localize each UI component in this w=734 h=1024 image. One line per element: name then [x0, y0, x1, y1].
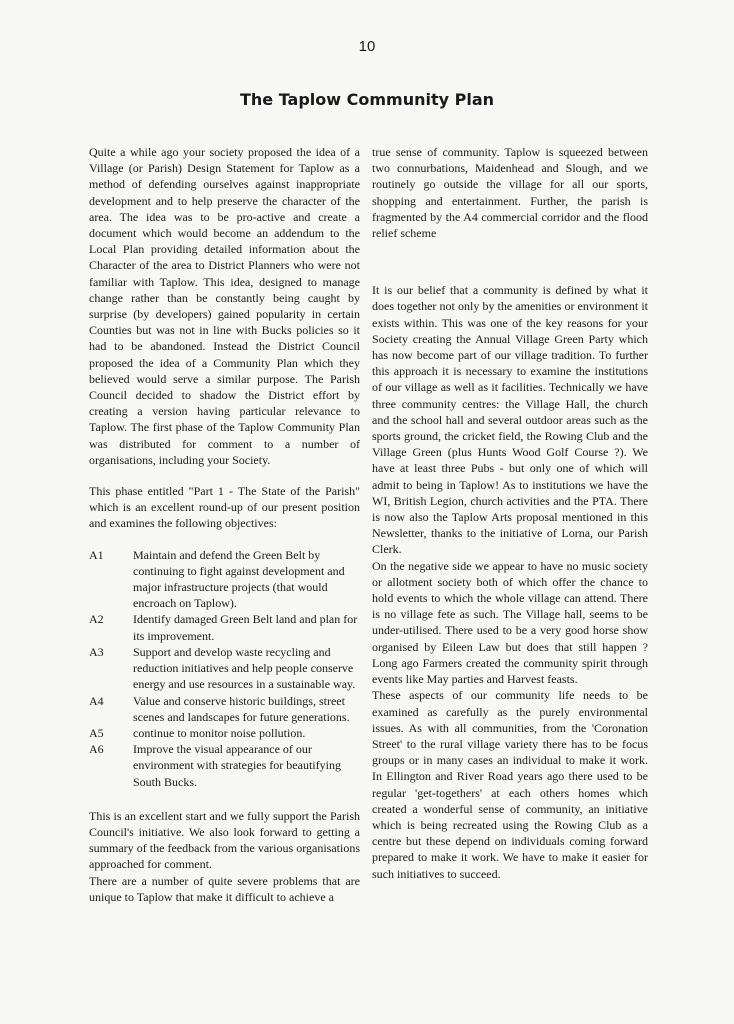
article-title: The Taplow Community Plan	[239, 90, 495, 109]
objective-item	[89, 725, 360, 741]
objective-text: continue to monitor noise pollution.	[133, 725, 306, 740]
left-paragraph-1: Quite a while ago your society proposed the idea of a Village (or Parish) Design Statement for Taplow as a method of defending ourselves against inappropriate development and to help preserve the character of the area. The idea was to be pro-active and create a document which would become an addendum to the Local Plan providing detailed information about the Character of the area to District Planners who were not familiar with Taplow. This idea, designed to manage change rather than be constantly being caught by surprise (by developers) gained popularity in certain Counties but was not in line with Bucks policies so it had to be abandoned. Instead the District Council proposed the idea of a Community Plan which they believed would serve a similar purpose. The Parish Council decided to shadow the District effort by creating a version having particular relevance to Taplow. The first phase of the Taplow Community Plan was distributed for comment to a number of organisations, including your Society.	[89, 145, 360, 467]
objective-text: Value and conserve historic buildings, street scenes and landscapes for future generations.	[133, 693, 350, 724]
objective-text: Maintain and defend the Green Belt by continuing to fight against development and major infrastructure projects (that would encroach on Taplow).	[133, 547, 345, 611]
objective-code: A2	[89, 612, 104, 627]
objective-code: A5	[89, 725, 104, 740]
right-paragraph-4: These aspects of our community life needs to be examined as carefully as the purely environmental issues. As with all communities, from the 'Coronation Street' to the rural village variety there has to be focus groups or in many cases an individual to make it work. In Ellington and River Road years ago there used to be regular 'get-togethers' at each others homes which created a wonderful sense of community, an initiative which is being recreated using the Rowing Club as a centre but these depend on individuals coming forward prepared to make it work. We have to make it easier for such initiatives to succeed.	[372, 688, 648, 881]
right-paragraph-2: It is our belief that a community is defined by what it does together not only by the amenities or environment it exists within. This was one of the key reasons for your Society creating the Annual Village Green Party which has now become part of our village tradition. To further this approach it is necessary to examine the institutions of our village as well as it facilities. Technically we have three community centres: the Village Hall, the church and the school hall and several outdoor areas such as the sports ground, the cricket field, the Rowing Club and the Village Green (plus Hunts Wood Golf Course ?). We have at least three Pubs - but only one of which will admit to being in Taplow! As to institutions we have the WI, British Legion, church activities and the PTA. There is now also the Taplow Arts proposal mentioned in this Newsletter, thanks to the initiative of Lorna, our Parish Clerk.	[372, 283, 648, 557]
right-column	[372, 144, 648, 882]
objective-code: A3	[89, 644, 104, 659]
left-paragraph-2: This phase entitled "Part 1 - The State of the Parish" which is an excellent round-up of our present position and examines the following objectives:	[89, 484, 360, 531]
page-number: 10	[358, 38, 376, 55]
right-paragraph-3: On the negative side we appear to have no music society or allotment society both of which offer the chance to hold events to which the whole village can attend. There is no village fete as such. The Village hall, seems to be under-utilised. There used to be a very good horse show organised by Eileen Law but does that still happen ? Long ago Farmers created the community spirit through events like May parties and Harvest feasts.	[372, 558, 648, 687]
left-paragraph-3: This is an excellent start and we fully support the Parish Council's initiative. We also look forward to getting a summary of the feedback from the various organisations approached for comment.	[89, 808, 360, 872]
right-paragraph-1: true sense of community. Taplow is squeezed between two connurbations, Maidenhead and Slough, and we routinely go outside the village for all our sports, shopping and entertainment. Further, the parish is fragmented by the A4 commercial corridor and the flood relief scheme	[372, 145, 648, 241]
objective-item	[89, 741, 360, 790]
objective-code: A4	[89, 693, 104, 708]
left-paragraph-4: There are a number of quite severe problems that are unique to Taplow that make it difficult to achieve a	[89, 873, 360, 904]
left-column	[89, 144, 360, 905]
objective-item	[89, 611, 360, 643]
objective-code: A6	[89, 742, 104, 757]
objective-item	[89, 693, 360, 725]
objective-text: Improve the visual appearance of our environment with strategies for beautifying South Bucks.	[133, 742, 341, 789]
objective-code: A1	[89, 547, 104, 562]
objective-item	[89, 547, 360, 612]
objective-text: Identify damaged Green Belt land and plan for its improvement.	[133, 612, 358, 643]
objective-text: Support and develop waste recycling and reduction initiatives and help people conserve energy and use resources in a sustainable way.	[133, 644, 356, 692]
objective-item	[89, 644, 360, 693]
objectives-list	[89, 547, 360, 790]
